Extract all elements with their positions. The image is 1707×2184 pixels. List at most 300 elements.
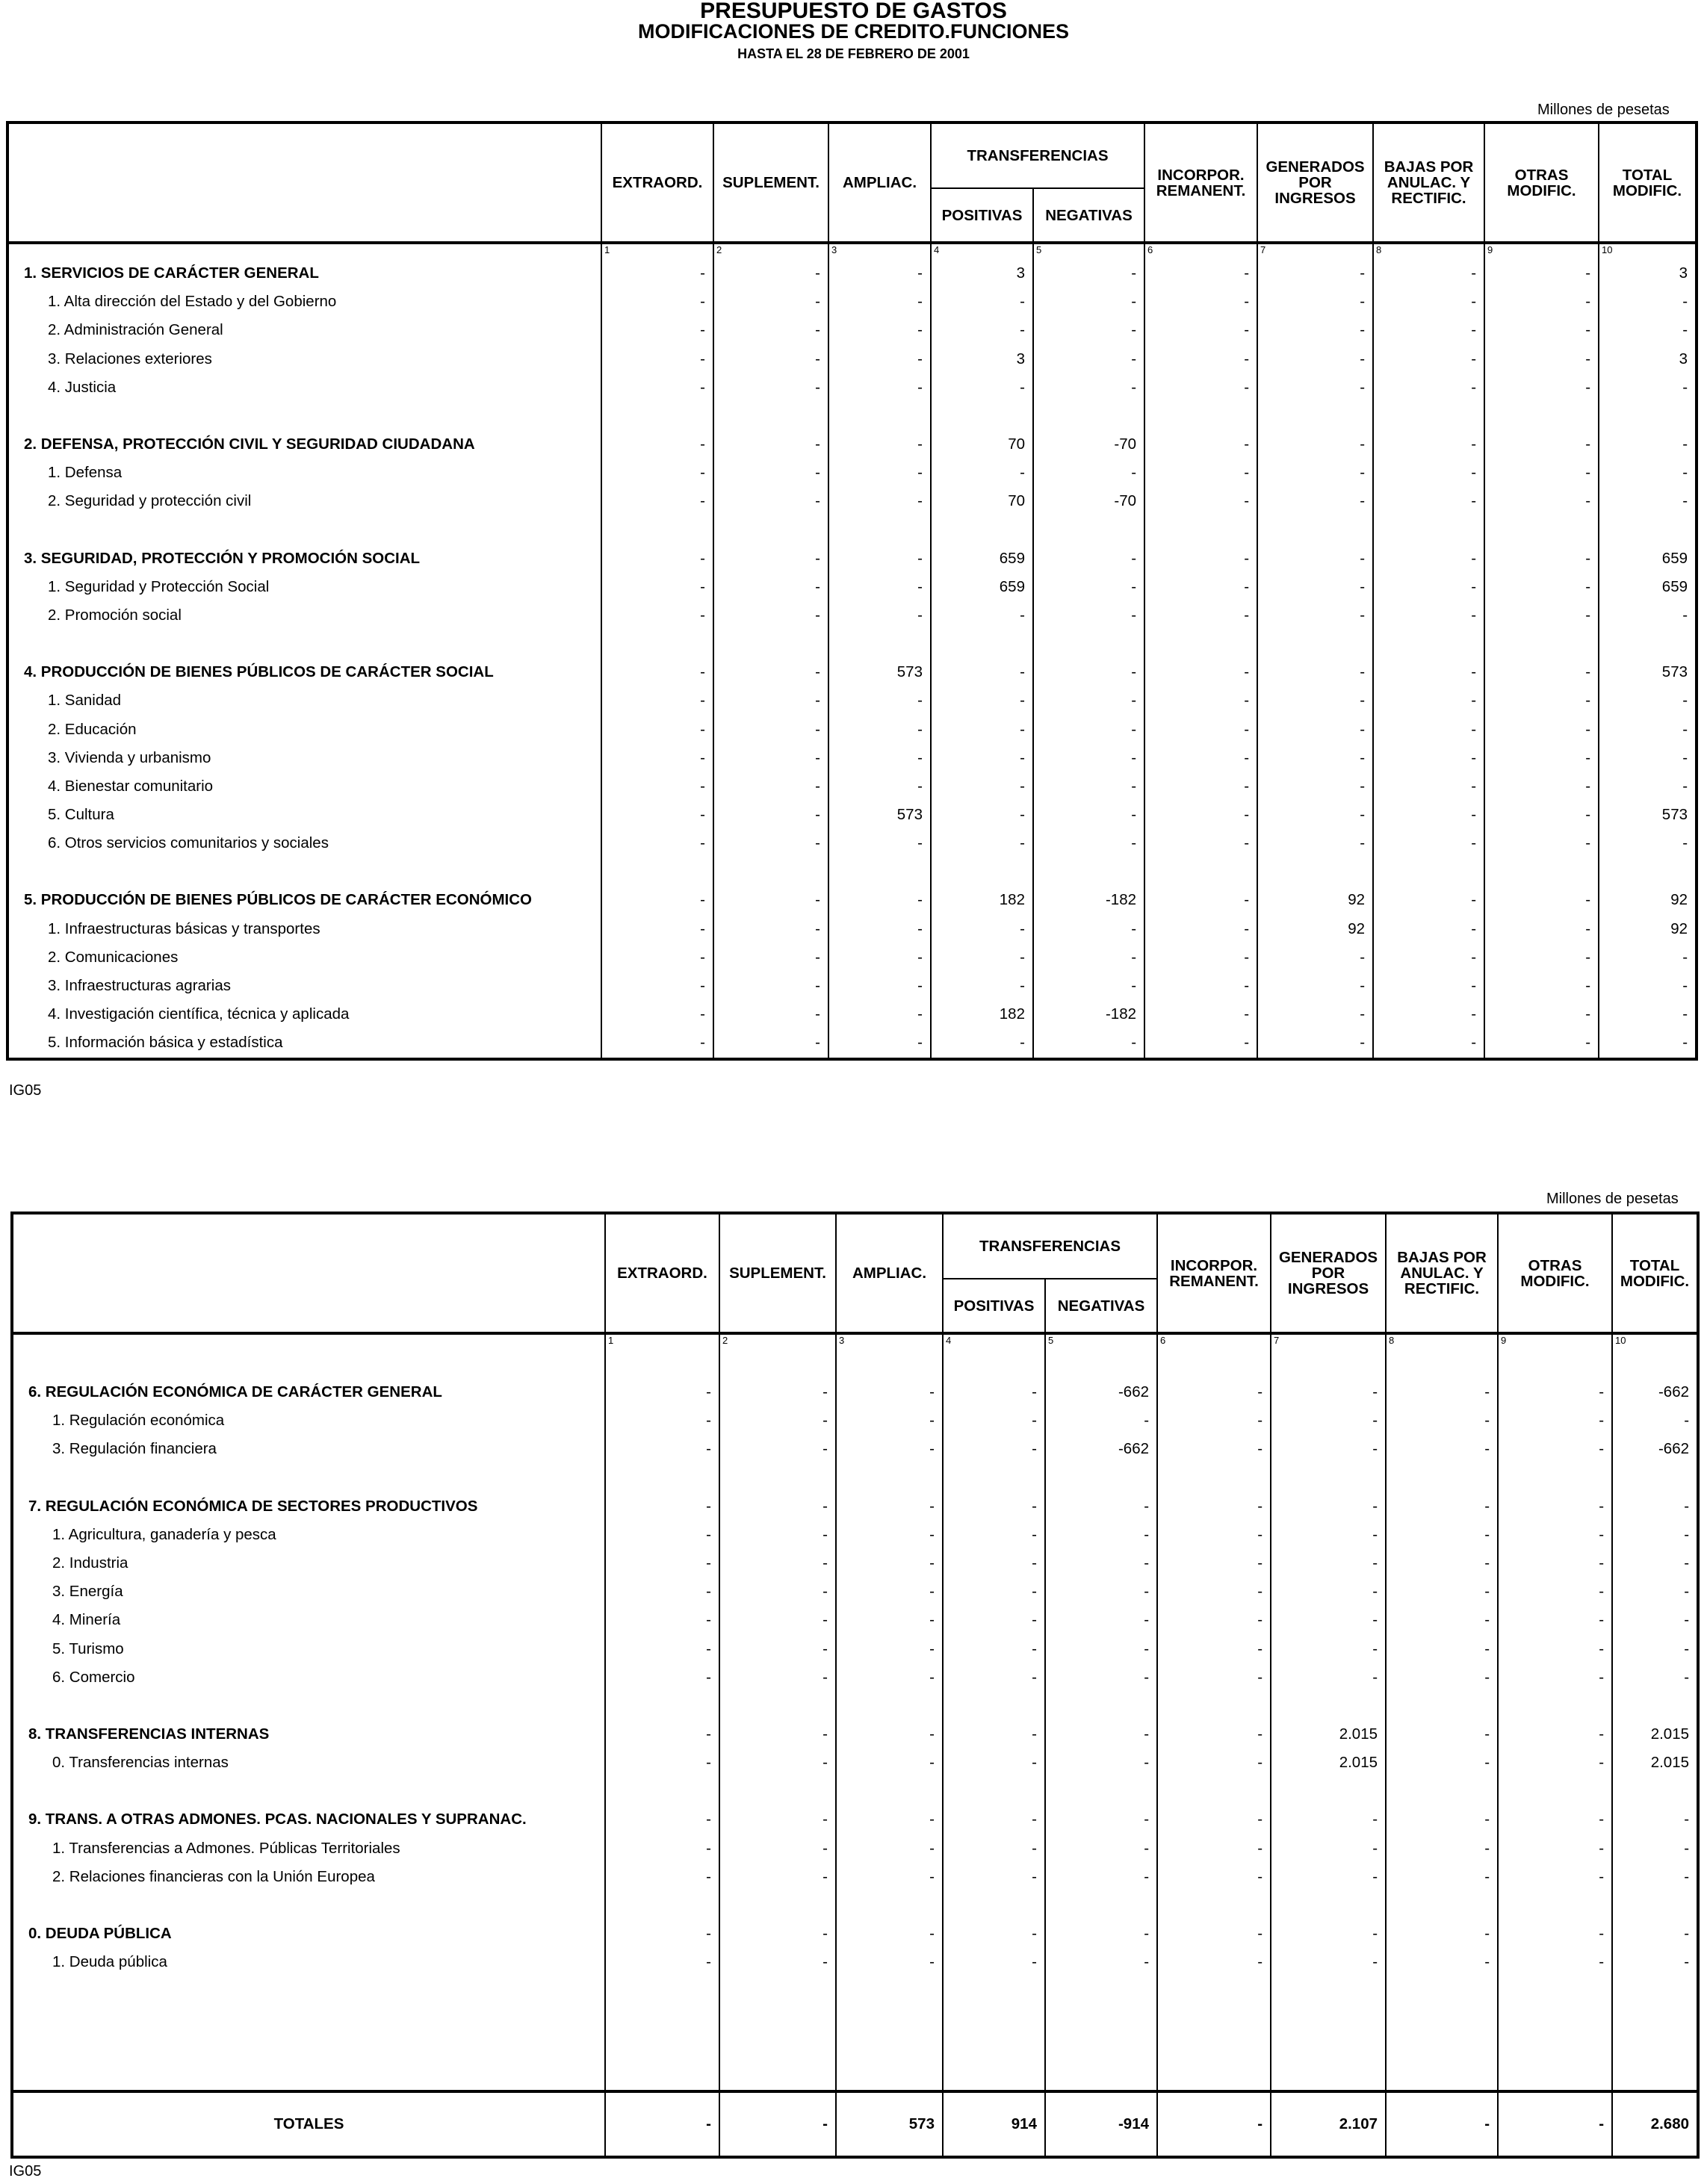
value-cell: - [1612, 1663, 1698, 1692]
expenses-table-2 [10, 1212, 1700, 2159]
value-cell: - [1599, 1029, 1697, 1058]
item-row [7, 487, 1697, 515]
value-cell: - [1498, 1406, 1612, 1435]
spacer-row [7, 630, 1697, 658]
spacer-cell [1033, 402, 1144, 430]
spacer-cell [1373, 402, 1484, 430]
spacer-cell [1498, 2062, 1612, 2091]
value-cell: - [943, 1635, 1045, 1663]
spacer-cell [836, 1891, 943, 1920]
value-cell: - [1257, 373, 1373, 402]
spacer-cell [1386, 1976, 1498, 2005]
value-cell: - [719, 1749, 836, 1777]
value-cell: - [1498, 1492, 1612, 1521]
column-number: 6 [1157, 1333, 1271, 1350]
value-cell: - [1157, 1663, 1271, 1692]
spacer-cell [1386, 2033, 1498, 2062]
value-cell: - [1498, 1435, 1612, 1463]
spacer-cell [605, 1976, 719, 2005]
value-cell: - [1144, 373, 1257, 402]
spacer-cell [1498, 2033, 1612, 2062]
spacer-cell [1033, 516, 1144, 545]
value-cell: - [601, 601, 713, 630]
value-cell: - [931, 744, 1033, 772]
value-cell: - [713, 459, 828, 487]
spacer-cell [1144, 516, 1257, 545]
value-cell: - [1033, 744, 1144, 772]
spacer-cell [605, 2062, 719, 2091]
value-cell: - [1599, 686, 1697, 715]
value-cell: - [1033, 459, 1144, 487]
spacer-cell [1484, 630, 1599, 658]
value-cell: - [1498, 1549, 1612, 1577]
value-cell: - [1045, 1805, 1157, 1834]
spacer-row [12, 1692, 1698, 1720]
value-cell: - [1484, 573, 1599, 601]
spacer-cell [719, 2062, 836, 2091]
value-cell: - [828, 430, 931, 459]
col-header-transferencias: TRANSFERENCIAS [943, 1213, 1157, 1279]
value-cell: - [601, 316, 713, 344]
spacer-cell [1144, 857, 1257, 886]
value-cell: - [1484, 744, 1599, 772]
spacer-cell [836, 2033, 943, 2062]
value-cell: 3 [931, 259, 1033, 288]
value-cell: - [1612, 1406, 1698, 1435]
spacer-cell [1157, 1692, 1271, 1720]
value-cell: - [719, 1805, 836, 1834]
value-cell: - [1033, 943, 1144, 972]
spacer-cell [601, 516, 713, 545]
item-label: 2. Promoción social [7, 601, 601, 630]
value-cell: - [836, 1635, 943, 1663]
item-label: 1. Infraestructuras básicas y transportes [7, 915, 601, 943]
spacer-row [12, 1464, 1698, 1492]
expenses-table-1 [6, 121, 1698, 1061]
value-cell: - [1373, 744, 1484, 772]
value-cell: - [1599, 288, 1697, 316]
value-cell: - [605, 1863, 719, 1891]
value-cell: - [1386, 1378, 1498, 1406]
spacer-cell [605, 2005, 719, 2033]
value-cell: - [1599, 943, 1697, 972]
spacer-cell [1612, 1891, 1698, 1920]
item-label: 6. Otros servicios comunitarios y sociales [7, 829, 601, 857]
value-cell: - [828, 373, 931, 402]
value-cell: - [1386, 1635, 1498, 1663]
section-row [12, 1805, 1698, 1834]
col-header-positivas: POSITIVAS [931, 188, 1033, 243]
value-cell: - [1373, 715, 1484, 743]
value-cell: - [828, 1029, 931, 1058]
value-cell: - [1386, 1805, 1498, 1834]
spacer-row [12, 1350, 1698, 1378]
value-cell: - [1612, 1834, 1698, 1862]
section-label: 6. REGULACIÓN ECONÓMICA DE CARÁCTER GENERAL [12, 1378, 605, 1406]
spacer-cell [1157, 2062, 1271, 2091]
value-cell: 3 [931, 345, 1033, 373]
spacer-row [12, 1777, 1698, 1805]
value-cell: - [1157, 1577, 1271, 1606]
item-label: 1. Defensa [7, 459, 601, 487]
spacer-cell [1033, 630, 1144, 658]
value-cell: - [1498, 1805, 1612, 1834]
value-cell: -182 [1033, 1000, 1144, 1029]
item-row [12, 1406, 1698, 1435]
value-cell: - [1144, 686, 1257, 715]
value-cell: - [1157, 1749, 1271, 1777]
spacer-cell [1498, 1891, 1612, 1920]
value-cell: - [943, 1521, 1045, 1549]
value-cell: - [1484, 487, 1599, 515]
spacer-cell [7, 630, 601, 658]
spacer-cell [1271, 1777, 1386, 1805]
column-number: 3 [836, 1333, 943, 1350]
value-cell: - [1599, 772, 1697, 801]
spacer-cell [605, 1777, 719, 1805]
value-cell: - [1157, 1492, 1271, 1521]
value-cell: - [713, 886, 828, 914]
value-cell: - [1599, 487, 1697, 515]
value-cell: - [1257, 459, 1373, 487]
spacer-cell [1257, 402, 1373, 430]
value-cell: - [1386, 1606, 1498, 1634]
value-cell: - [828, 545, 931, 573]
value-cell: 2.015 [1271, 1749, 1386, 1777]
value-cell: - [828, 943, 931, 972]
spacer-cell [605, 1464, 719, 1492]
value-cell: - [836, 1435, 943, 1463]
spacer-cell [12, 2062, 605, 2091]
value-cell: - [601, 459, 713, 487]
value-cell: - [601, 886, 713, 914]
section-row [7, 658, 1697, 686]
spacer-cell [713, 516, 828, 545]
value-cell: - [1386, 1749, 1498, 1777]
value-cell: - [713, 573, 828, 601]
value-cell: - [1157, 1378, 1271, 1406]
value-cell: - [1144, 288, 1257, 316]
spacer-cell [836, 2005, 943, 2033]
value-cell: - [605, 1663, 719, 1692]
value-cell: - [1373, 288, 1484, 316]
value-cell: 3 [1599, 345, 1697, 373]
spacer-cell [1045, 2033, 1157, 2062]
section-label: 4. PRODUCCIÓN DE BIENES PÚBLICOS DE CARÁCTER SOCIAL [7, 658, 601, 686]
value-cell: - [1484, 1000, 1599, 1029]
spacer-cell [931, 516, 1033, 545]
value-cell: - [1373, 316, 1484, 344]
spacer-cell [1484, 402, 1599, 430]
value-cell: - [836, 1406, 943, 1435]
spacer-cell [1386, 1692, 1498, 1720]
spacer-cell [1271, 1692, 1386, 1720]
spacer-cell [1386, 1464, 1498, 1492]
col-header-ampliac: AMPLIAC. [828, 122, 931, 243]
item-label: 1. Seguridad y Protección Social [7, 573, 601, 601]
value-cell: - [713, 801, 828, 829]
spacer-cell [12, 2005, 605, 2033]
spacer-cell [1045, 1692, 1157, 1720]
item-row [12, 1948, 1698, 1976]
value-cell: - [1271, 1834, 1386, 1862]
value-cell: - [836, 1663, 943, 1692]
section-row [12, 1378, 1698, 1406]
value-cell: - [836, 1863, 943, 1891]
spacer-cell [828, 516, 931, 545]
value-cell: - [828, 886, 931, 914]
value-cell: - [1386, 1920, 1498, 1948]
value-cell: - [713, 715, 828, 743]
col-header-extraord: EXTRAORD. [601, 122, 713, 243]
spacer-cell [1484, 857, 1599, 886]
value-cell: - [1612, 1577, 1698, 1606]
value-cell: 92 [1257, 915, 1373, 943]
value-cell: - [836, 1521, 943, 1549]
value-cell: - [1612, 1521, 1698, 1549]
value-cell: - [1257, 744, 1373, 772]
value-cell: - [713, 943, 828, 972]
value-cell: - [1386, 1521, 1498, 1549]
value-cell: - [828, 288, 931, 316]
value-cell: - [931, 972, 1033, 1000]
value-cell: - [931, 1029, 1033, 1058]
value-cell: - [1257, 1029, 1373, 1058]
value-cell: - [1033, 1029, 1144, 1058]
value-cell: - [1033, 573, 1144, 601]
value-cell: - [605, 1406, 719, 1435]
item-label: 3. Regulación financiera [12, 1435, 605, 1463]
spacer-cell [828, 630, 931, 658]
spacer-cell [1599, 630, 1697, 658]
value-cell: 573 [828, 801, 931, 829]
spacer-cell [836, 2062, 943, 2091]
spacer-cell [1045, 2062, 1157, 2091]
item-row [7, 915, 1697, 943]
value-cell: - [943, 1406, 1045, 1435]
totals-row [12, 2091, 1698, 2157]
item-row [7, 772, 1697, 801]
value-cell: - [605, 1834, 719, 1862]
column-number: 8 [1386, 1333, 1498, 1350]
value-cell: 92 [1257, 886, 1373, 914]
spacer-cell [1045, 1464, 1157, 1492]
value-cell: - [1484, 345, 1599, 373]
value-cell: - [1386, 1863, 1498, 1891]
spacer-cell [1157, 2005, 1271, 2033]
value-cell: - [1612, 1635, 1698, 1663]
value-cell: 659 [931, 573, 1033, 601]
spacer-row [12, 2062, 1698, 2091]
value-cell: - [1612, 1948, 1698, 1976]
value-cell: - [1484, 373, 1599, 402]
spacer-cell [1157, 1976, 1271, 2005]
value-cell: - [1257, 686, 1373, 715]
value-cell: - [1257, 573, 1373, 601]
spacer-cell [1386, 2062, 1498, 2091]
value-cell: - [1271, 1406, 1386, 1435]
item-row [7, 459, 1697, 487]
column-number: 8 [1373, 243, 1484, 259]
spacer-cell [12, 1891, 605, 1920]
value-cell: - [1045, 1720, 1157, 1749]
value-cell: 2.015 [1271, 1720, 1386, 1749]
value-cell: - [1257, 430, 1373, 459]
item-label: 2. Industria [12, 1549, 605, 1577]
value-cell: - [1498, 1521, 1612, 1549]
value-cell: 573 [828, 658, 931, 686]
value-cell: - [1257, 772, 1373, 801]
value-cell: - [943, 1577, 1045, 1606]
item-row [12, 1549, 1698, 1577]
item-row [7, 943, 1697, 972]
value-cell: - [1599, 430, 1697, 459]
col-header-negativas: NEGATIVAS [1033, 188, 1144, 243]
spacer-cell [7, 857, 601, 886]
spacer-row [7, 402, 1697, 430]
spacer-cell [828, 857, 931, 886]
value-cell: - [828, 772, 931, 801]
value-cell: - [713, 601, 828, 630]
value-cell: - [1144, 943, 1257, 972]
col-header-total: TOTAL MODIFIC. [1599, 122, 1697, 243]
value-cell: - [601, 573, 713, 601]
value-cell: - [601, 1029, 713, 1058]
column-number: 5 [1045, 1333, 1157, 1350]
item-label: 3. Vivienda y urbanismo [7, 744, 601, 772]
col-header-incorpor: INCORPOR. REMANENT. [1157, 1213, 1271, 1333]
value-cell: -70 [1033, 487, 1144, 515]
totals-label: TOTALES [12, 2091, 605, 2157]
value-cell: - [1599, 601, 1697, 630]
value-cell: - [713, 686, 828, 715]
spacer-cell [601, 857, 713, 886]
report-date: HASTA EL 28 DE FEBRERO DE 2001 [737, 46, 970, 61]
spacer-cell [836, 1777, 943, 1805]
value-cell: - [931, 915, 1033, 943]
value-cell: 659 [1599, 545, 1697, 573]
spacer-cell [719, 1777, 836, 1805]
value-cell: 182 [931, 886, 1033, 914]
value-cell: - [1484, 915, 1599, 943]
value-cell: - [719, 1720, 836, 1749]
value-cell: - [1157, 1920, 1271, 1948]
value-cell: - [931, 601, 1033, 630]
value-cell: - [1373, 1000, 1484, 1029]
item-row [7, 715, 1697, 743]
item-row [7, 601, 1697, 630]
col-header-suplement: SUPLEMENT. [719, 1213, 836, 1333]
value-cell: - [1033, 658, 1144, 686]
item-label: 1. Transferencias a Admones. Públicas Territoriales [12, 1834, 605, 1862]
value-cell: - [1484, 943, 1599, 972]
colnum-blank [12, 1333, 605, 1350]
value-cell: - [1144, 715, 1257, 743]
value-cell: - [605, 1606, 719, 1634]
column-number: 10 [1612, 1333, 1698, 1350]
value-cell: - [1144, 744, 1257, 772]
value-cell: - [1271, 1805, 1386, 1834]
column-number: 1 [605, 1333, 719, 1350]
value-cell: - [1612, 1805, 1698, 1834]
value-cell: - [1484, 886, 1599, 914]
col-header-suplement: SUPLEMENT. [713, 122, 828, 243]
value-cell: - [1045, 1920, 1157, 1948]
section-label: 9. TRANS. A OTRAS ADMONES. PCAS. NACIONALES Y SUPRANAC. [12, 1805, 605, 1834]
spacer-cell [1271, 2005, 1386, 2033]
spacer-cell [12, 1464, 605, 1492]
value-cell: - [605, 1720, 719, 1749]
value-cell: - [1045, 1948, 1157, 1976]
value-cell: - [1612, 1920, 1698, 1948]
value-cell: - [828, 915, 931, 943]
value-cell: - [1498, 1606, 1612, 1634]
value-cell: - [1033, 915, 1144, 943]
value-cell: - [1157, 1521, 1271, 1549]
spacer-cell [605, 2033, 719, 2062]
value-cell: - [1373, 459, 1484, 487]
spacer-cell [943, 1891, 1045, 1920]
value-cell: - [1271, 1635, 1386, 1663]
value-cell: - [1033, 686, 1144, 715]
value-cell: - [713, 373, 828, 402]
value-cell: - [1498, 1720, 1612, 1749]
value-cell: - [1599, 373, 1697, 402]
totals-value: - [719, 2091, 836, 2157]
value-cell: - [713, 545, 828, 573]
value-cell: - [828, 1000, 931, 1029]
value-cell: - [1498, 1663, 1612, 1692]
value-cell: - [1484, 601, 1599, 630]
value-cell: - [1157, 1834, 1271, 1862]
value-cell: - [719, 1378, 836, 1406]
spacer-cell [836, 1350, 943, 1378]
spacer-cell [1612, 1976, 1698, 2005]
spacer-cell [12, 1692, 605, 1720]
spacer-cell [719, 1464, 836, 1492]
value-cell: - [713, 772, 828, 801]
value-cell: - [836, 1720, 943, 1749]
value-cell: - [1033, 601, 1144, 630]
spacer-cell [836, 1464, 943, 1492]
value-cell: - [601, 915, 713, 943]
section-row [7, 430, 1697, 459]
value-cell: - [1045, 1635, 1157, 1663]
value-cell: - [931, 801, 1033, 829]
value-cell: - [1257, 288, 1373, 316]
col-header-bajas: BAJAS POR ANULAC. Y RECTIFIC. [1386, 1213, 1498, 1333]
value-cell: - [1373, 972, 1484, 1000]
value-cell: - [713, 829, 828, 857]
value-cell: 70 [931, 487, 1033, 515]
col-header-otras: OTRAS MODIFIC. [1498, 1213, 1612, 1333]
item-label: 2. Administración General [7, 316, 601, 344]
spacer-cell [1257, 857, 1373, 886]
item-label: 2. Seguridad y protección civil [7, 487, 601, 515]
spacer-cell [1386, 1891, 1498, 1920]
value-cell: - [601, 744, 713, 772]
spacer-cell [1612, 1350, 1698, 1378]
value-cell: - [1257, 715, 1373, 743]
spacer-cell [12, 2033, 605, 2062]
value-cell: - [719, 1549, 836, 1577]
spacer-cell [1157, 1891, 1271, 1920]
spacer-cell [943, 2033, 1045, 2062]
item-label: 6. Comercio [12, 1663, 605, 1692]
item-row [12, 1577, 1698, 1606]
value-cell: - [1045, 1406, 1157, 1435]
value-cell: - [943, 1863, 1045, 1891]
